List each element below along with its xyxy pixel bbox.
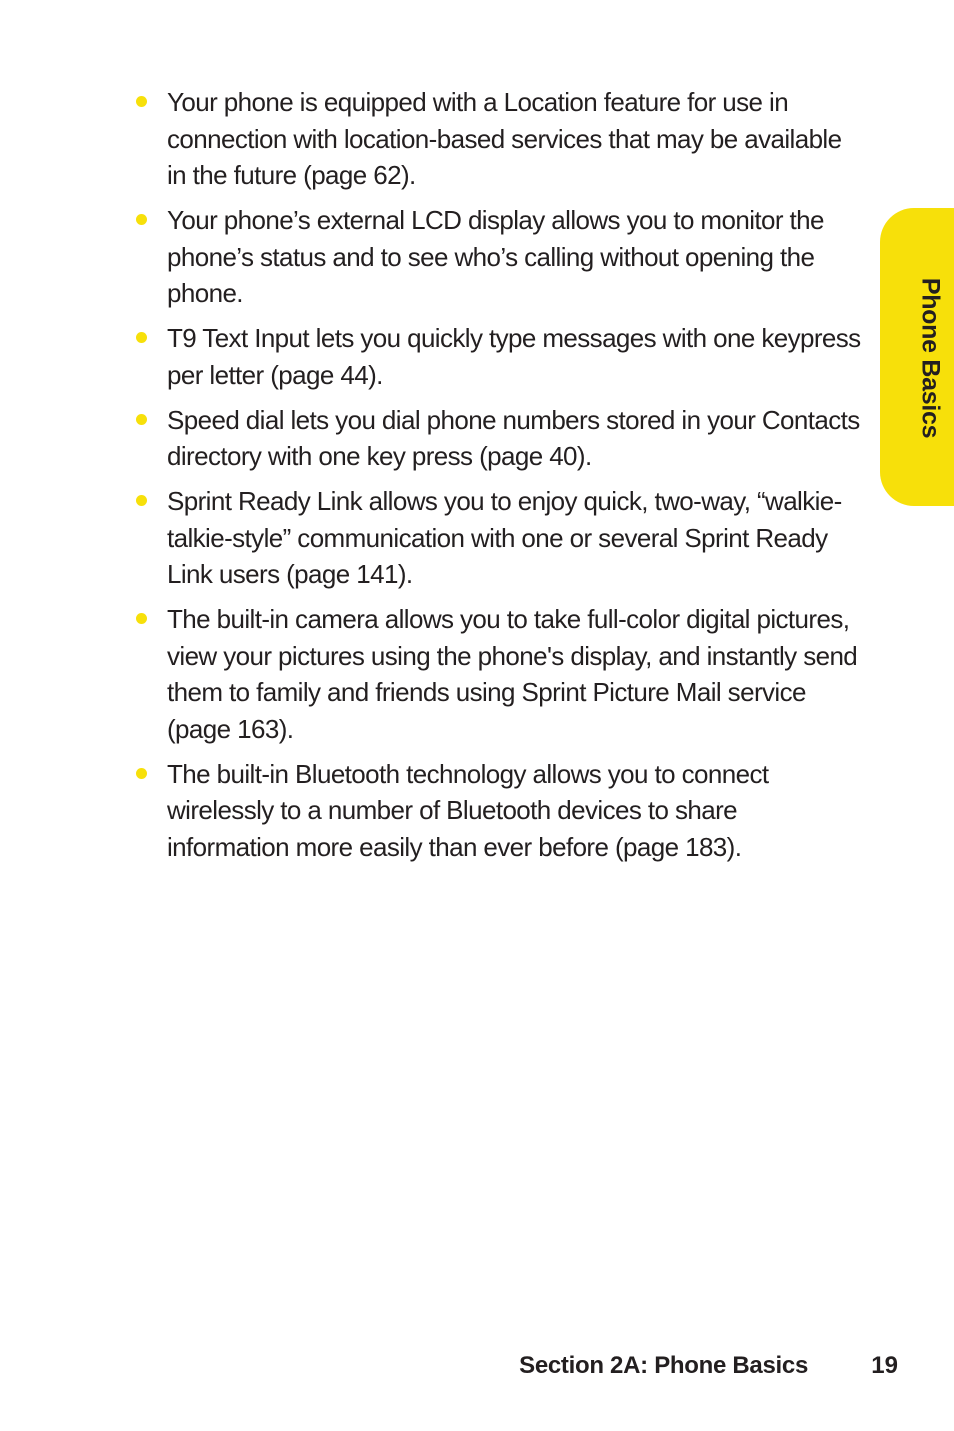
footer-section-title: Section 2A: Phone Basics	[519, 1352, 808, 1379]
list-item	[134, 320, 864, 393]
list-item	[134, 402, 864, 475]
list-item	[134, 601, 864, 747]
list-item-text: Your phone is equipped with a Location feature for use in connection with location-based services that may be available in the future (page 62).	[167, 87, 842, 190]
bullet-dot-icon	[136, 613, 147, 624]
bullet-dot-icon	[136, 332, 147, 343]
bullet-dot-icon	[136, 96, 147, 107]
list-item	[134, 756, 864, 866]
page-footer	[0, 1348, 954, 1384]
list-item-text: Your phone’s external LCD display allows you to monitor the phone’s status and to see who’s calling without opening the phone.	[167, 205, 824, 308]
feature-list	[134, 84, 864, 874]
bullet-dot-icon	[136, 214, 147, 225]
list-item	[134, 483, 864, 593]
bullet-dot-icon	[136, 768, 147, 779]
side-tab-label: Phone Basics	[916, 277, 945, 439]
list-item-text: The built-in camera allows you to take full-color digital pictures, view your pictures using the phone's display, and instantly send them to family and friends using Sprint Picture Mail service (page 163).	[167, 604, 858, 744]
list-item	[134, 202, 864, 312]
page-number: 19	[871, 1352, 898, 1379]
list-item-text: T9 Text Input lets you quickly type messages with one keypress per letter (page 44).	[167, 323, 861, 390]
list-item-text: Sprint Ready Link allows you to enjoy quick, two-way, “walkie-talkie-style” communication with one or several Sprint Ready Link users (page 141).	[167, 486, 842, 589]
list-item-text: Speed dial lets you dial phone numbers stored in your Contacts directory with one key press (page 40).	[167, 404, 860, 471]
section-side-tab	[880, 208, 954, 506]
bullet-dot-icon	[136, 414, 147, 425]
bullet-dot-icon	[136, 495, 147, 506]
list-item-text: The built-in Bluetooth technology allows you to connect wirelessly to a number of Bluetooth devices to share information more easily than ever before (page 183).	[167, 758, 769, 862]
list-item	[134, 84, 864, 194]
